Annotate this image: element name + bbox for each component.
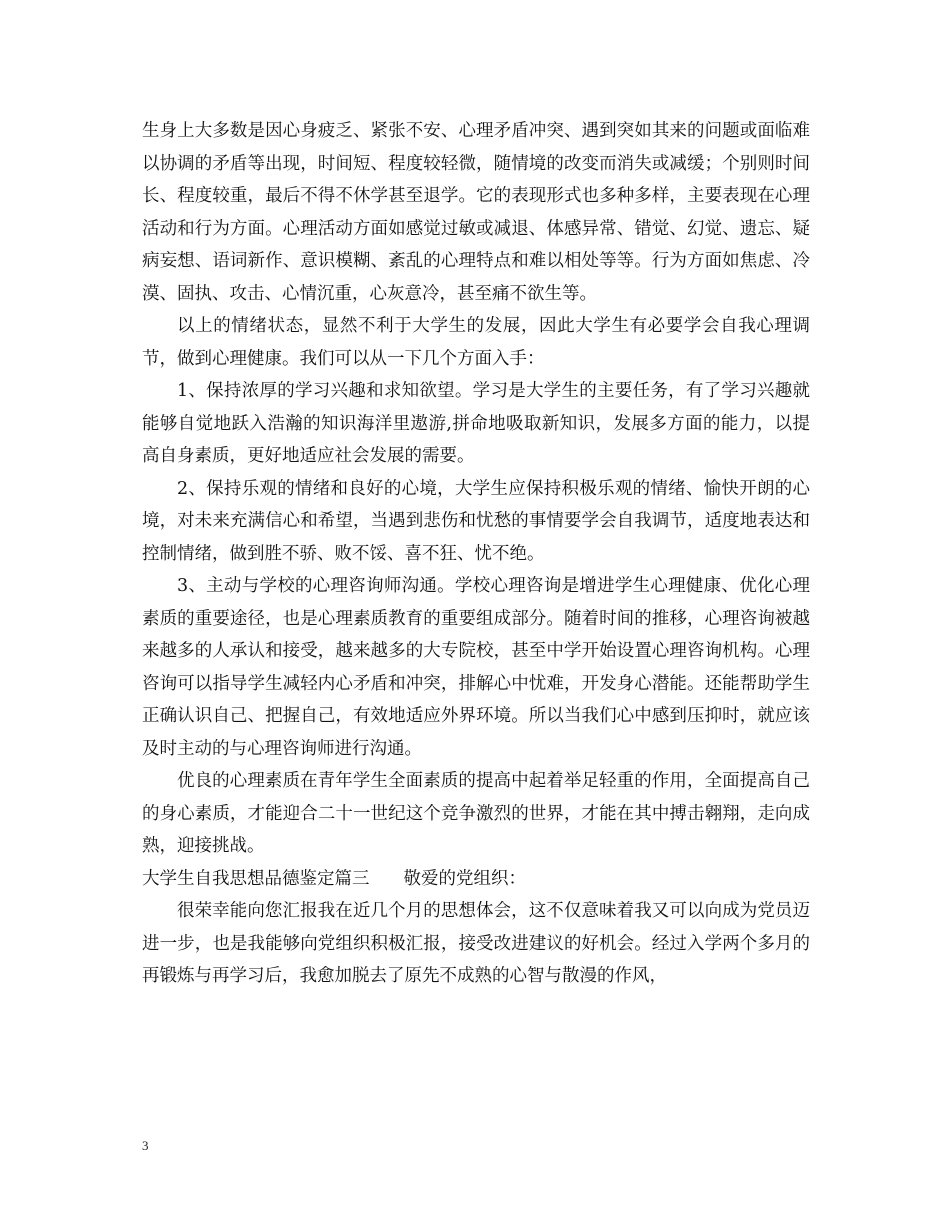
paragraph-point-3: 3、主动与学校的心理咨询师沟通。学校心理咨询是增进学生心理健康、优化心理素质的重要途径，也是心理素质教育的重要组成部分。随着时间的推移，心理咨询被越来越多的人承认和接受，越来越多的大专院校，甚至中学开始设置心理咨询机构。心理咨询可以指导学生减轻内心矛盾和冲突，排解心中忧难，开发身心潜能。还能帮助学生正确认识自己、把握自己，有效地适应外界环境。所以当我们心中感到压抑时，就应该及时主动的与心理咨询师进行沟通。 xyxy=(142,576,810,759)
paragraph-intro-adjustment: 以上的情绪状态，显然不利于大学生的发展，因此大学生有必要学会自我心理调节，做到心理健康。我们可以从一下几个方面入手： xyxy=(142,316,810,369)
heading-spacer xyxy=(370,863,404,896)
page-number: 3 xyxy=(142,1138,149,1153)
paragraph-continuation: 生身上大多数是因心身疲乏、紧张不安、心理矛盾冲突、遇到突如其来的问题或面临难以协调的矛盾等出现，时间短、程度较轻微，随情境的改变而消失或减缓；个别则时间长、程度较重，最后不得不休学甚至退学。它的表现形式也多种多样，主要表现在心理活动和行为方面。心理活动方面如感觉过敏或减退、体感异常、错觉、幻觉、遗忘、疑病妄想、语词新作、意识模糊、紊乱的心理特点和难以相处等等。行为方面如焦虑、冷漠、固执、攻击、心情沉重，心灰意冷，甚至痛不欲生等。 xyxy=(142,121,810,304)
section-title: 大学生自我思想品德鉴定篇三 xyxy=(142,868,370,889)
document-body xyxy=(142,115,810,993)
section-heading-line xyxy=(142,863,810,896)
paragraph-conclusion: 优良的心理素质在青年学生全面素质的提高中起着举足轻重的作用，全面提高自己的身心素质，才能迎合二十一世纪这个竞争激烈的世界，才能在其中搏击翱翔，走向成熟，迎接挑战。 xyxy=(142,771,810,856)
paragraph-point-1: 1、保持浓厚的学习兴趣和求知欲望。学习是大学生的主要任务，有了学习兴趣就能够自觉地跃入浩瀚的知识海洋里遨游,拼命地吸取新知识，发展多方面的能力，以提高自身素质，更好地适应社会发展的需要。 xyxy=(142,381,810,466)
salutation: 敬爱的党组织： xyxy=(403,868,526,889)
paragraph-report-opening: 很荣幸能向您汇报我在近几个月的思想体会，这不仅意味着我又可以向成为党员迈进一步，也是我能够向党组织积极汇报，接受改进建议的好机会。经过入学两个多月的再锻炼与再学习后，我愈加脱去了原先不成熟的心智与散漫的作风， xyxy=(142,901,810,986)
paragraph-point-2: 2、保持乐观的情绪和良好的心境，大学生应保持积极乐观的情绪、愉快开朗的心境，对未来充满信心和希望，当遇到悲伤和忧愁的事情要学会自我调节，适度地表达和控制情绪，做到胜不骄、败不馁、喜不狂、忧不绝。 xyxy=(142,478,810,564)
